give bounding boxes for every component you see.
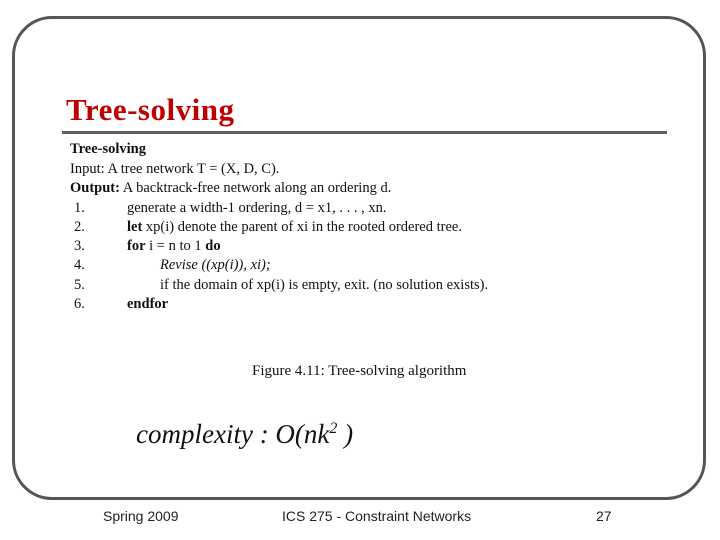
step-number: 2. [74,219,85,235]
step-text: generate a width-1 ordering, d = x1, . . . , xn. [127,200,387,216]
figure-caption: Figure 4.11: Tree-solving algorithm [252,363,467,379]
output-text: A backtrack-free network along an ordering d. [119,180,392,196]
step-keyword: let [127,219,143,235]
step-keyword: do [205,238,221,254]
slide-title: Tree-solving [66,92,235,127]
algorithm-name: Tree-solving [70,141,146,157]
step-keyword: endfor [127,296,169,312]
step-number: 6. [74,296,85,312]
step-text: xp(i) denote the parent of xi in the rooted ordered tree. [142,219,462,235]
algorithm-input [70,160,279,180]
step-line [127,218,462,238]
step-number: 1. [74,200,85,216]
footer-date: Spring 2009 [103,508,179,524]
input-label: Input [70,161,101,177]
complexity-close: ) [337,419,354,449]
input-text: : A tree network T = (X, D, C). [100,161,280,177]
step-text: Revise ((xp(i)), xi); [160,257,271,273]
complexity-exponent: 2 [329,420,338,437]
complexity-text: complexity : O(nk [136,419,330,449]
step-keyword: for [127,238,146,254]
step-number: 5. [74,277,85,293]
step-line [127,295,168,315]
slide-frame [12,16,706,500]
complexity-formula [136,419,353,450]
output-label: Output: [70,180,120,196]
step-text: if the domain of xp(i) is empty, exit. (no solution exists). [160,277,489,293]
step-text: i = n to 1 [145,238,206,254]
footer-page-number: 27 [596,508,612,524]
step-number: 4. [74,257,85,273]
footer-course: ICS 275 - Constraint Networks [282,508,472,524]
title-divider [62,131,667,134]
step-line [127,237,221,257]
algorithm-output [70,179,391,199]
step-number: 3. [74,238,85,254]
